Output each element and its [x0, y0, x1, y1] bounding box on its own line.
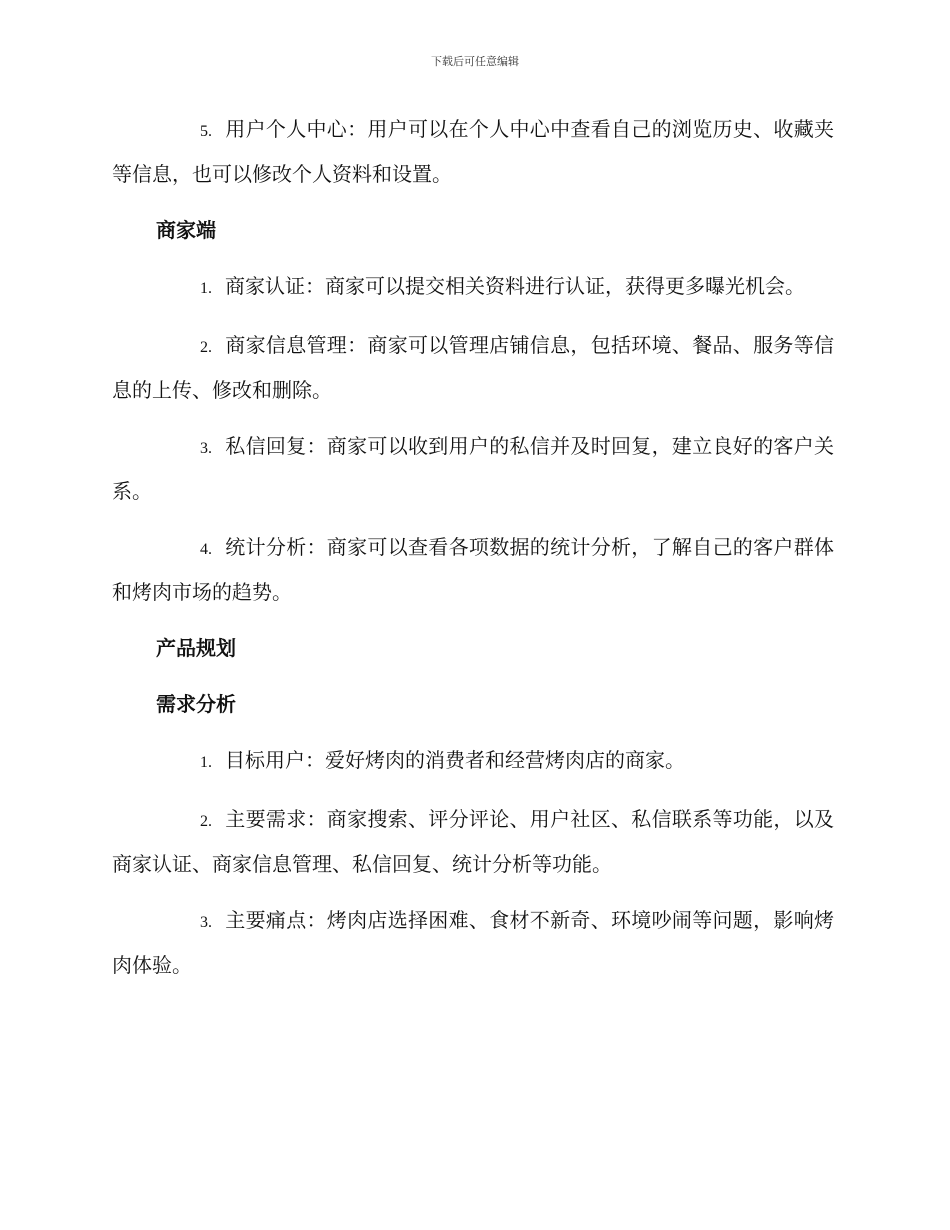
- item-text: 主要需求：商家搜索、评分评论、用户社区、私信联系等功能，以及商家认证、商家信息管理、私信回复、统计分析等功能。: [112, 807, 834, 876]
- list-item-pain-points: [112, 899, 834, 986]
- item-number: 1.: [200, 754, 212, 771]
- item-text: 私信回复：商家可以收到用户的私信并及时回复，建立良好的客户关系。: [112, 434, 834, 503]
- item-number: 3.: [200, 440, 212, 457]
- list-item-merchant-info-management: [112, 324, 834, 411]
- item-number: 4.: [200, 541, 212, 558]
- item-number: 2.: [200, 339, 212, 356]
- item-text: 主要痛点：烤肉店选择困难、食材不新奇、环境吵闹等问题，影响烤肉体验。: [112, 908, 834, 977]
- item-text: 用户个人中心：用户可以在个人中心中查看自己的浏览历史、收藏夹等信息，也可以修改个人资料和设置。: [112, 117, 834, 186]
- page-header: 下载后可任意编辑: [431, 55, 519, 68]
- list-item-user-center: [112, 108, 834, 195]
- section-heading-merchant: 商家端: [156, 218, 216, 242]
- item-text: 商家认证：商家可以提交相关资料进行认证，获得更多曝光机会。: [225, 274, 805, 298]
- item-number: 2.: [200, 813, 212, 830]
- section-heading-product-planning: 产品规划: [156, 636, 236, 660]
- section-heading-requirements: 需求分析: [156, 692, 236, 716]
- item-text: 目标用户：爱好烤肉的消费者和经营烤肉店的商家。: [225, 748, 685, 772]
- item-text: 统计分析：商家可以查看各项数据的统计分析，了解自己的客户群体和烤肉市场的趋势。: [112, 535, 834, 604]
- item-text: 商家信息管理：商家可以管理店铺信息，包括环境、餐品、服务等信息的上传、修改和删除。: [112, 333, 834, 402]
- item-number: 1.: [200, 280, 212, 297]
- list-item-merchant-certification: [112, 265, 834, 310]
- item-number: 5.: [200, 123, 212, 140]
- list-item-private-message-reply: [112, 425, 834, 512]
- list-item-target-users: [112, 739, 834, 784]
- list-item-main-needs: [112, 798, 834, 885]
- item-number: 3.: [200, 914, 212, 931]
- document-body: [112, 108, 834, 1000]
- list-item-statistics: [112, 526, 834, 613]
